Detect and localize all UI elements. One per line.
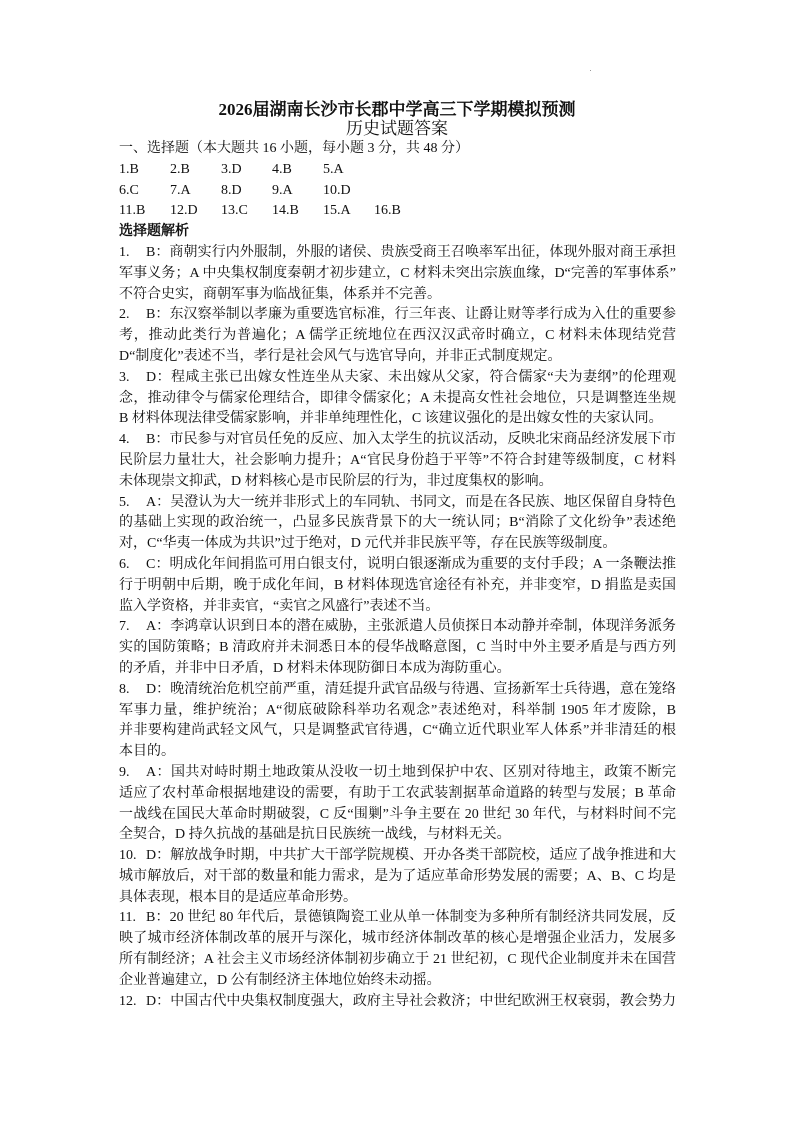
analysis-line: 未体现崇文抑武，D 材料核心是市民阶层的行为，非过度集权的影响。 bbox=[119, 473, 553, 489]
analysis-text: D：解放战争时期，中共扩大干部学院规模、开办各类干部院校，适应了战争推进和大 bbox=[146, 848, 676, 864]
analysis-text: B：市民参与对官员任免的反应、加入太学生的抗议活动，反映北宋商品经济发展下市 bbox=[146, 432, 676, 448]
answer-item: 11.B bbox=[119, 203, 146, 219]
analysis-line: 不符合史实，商朝军事为临战征集，体系并不完善。 bbox=[119, 286, 441, 302]
analysis-line: B 材料体现法律受儒家影响，并非单纯理性化，C 该建议强化的是出嫁女性的夫家认同。 bbox=[119, 411, 663, 427]
analysis-first-line bbox=[119, 992, 676, 1013]
analysis-text: A：李鸿章认识到日本的潜在威胁，主张派遣人员侦探日本动静并牵制，体现洋务派务 bbox=[146, 619, 676, 635]
analysis-item bbox=[119, 243, 676, 305]
item-number: 7. bbox=[119, 619, 130, 635]
analysis-item bbox=[119, 493, 676, 555]
item-number: 11. bbox=[119, 910, 136, 926]
analysis-first-line bbox=[119, 430, 676, 451]
analysis-text: B：东汉察举制以孝廉为重要选官标准，行三年丧、让爵让财等孝行成为入仕的重要参 bbox=[146, 307, 676, 323]
answer-item: 4.B bbox=[272, 161, 292, 177]
analysis-line: 城市解放后，对干部的数量和能力需求，是为了适应革命形势发展的需要；A、B、C 均是 bbox=[119, 868, 676, 884]
analysis-line: 民阶层力量壮大，社会影响力提升；A“官民身份趋于平等”不符合封建等级制度，C 材料 bbox=[119, 452, 676, 468]
analysis-text: B：商朝实行内外服制，外服的诸侯、贵族受商王召唤率军出征，体现外服对商王承担 bbox=[146, 244, 676, 260]
answer-item: 3.D bbox=[221, 161, 242, 177]
item-number: 5. bbox=[119, 494, 130, 510]
analysis-first-line bbox=[119, 305, 676, 326]
analysis-text: D：中国古代中央集权制度强大，政府主导社会救济；中世纪欧洲王权衰弱，教会势力 bbox=[146, 993, 676, 1009]
answer-item: 5.A bbox=[323, 161, 344, 177]
analysis-list bbox=[119, 243, 676, 1012]
analysis-item bbox=[119, 305, 676, 367]
document-subtitle: 历史试题答案 bbox=[346, 119, 448, 138]
document-title: 2026届湖南长沙市长郡中学高三下学期模拟预测 bbox=[218, 100, 576, 119]
item-number: 2. bbox=[119, 307, 130, 323]
analysis-first-line bbox=[119, 493, 676, 514]
analysis-text: D：晚清统治危机空前严重，清廷提升武官品级与待遇、宣扬新军士兵待遇，意在笼络 bbox=[146, 681, 676, 697]
answer-row bbox=[119, 181, 676, 202]
answer-row bbox=[119, 160, 676, 181]
answer-row bbox=[119, 201, 676, 222]
analysis-first-line bbox=[119, 555, 676, 576]
analysis-line: 军事义务；A 中央集权制度秦朝才初步建立，C 材料未突出宗族血缘，D“完善的军事体系” bbox=[119, 265, 676, 281]
analysis-item bbox=[119, 908, 676, 991]
analysis-item bbox=[119, 680, 676, 763]
analysis-line: 考，推动此类行为普遍化；A 儒学正统地位在西汉汉武帝时确立，C 材料未体现结党营 bbox=[119, 328, 676, 344]
analysis-item bbox=[119, 763, 676, 846]
analysis-item bbox=[119, 617, 676, 679]
analysis-line: 监入学资格，并非卖官，“卖官之风盛行”表述不当。 bbox=[119, 598, 440, 614]
analysis-text: D：程咸主张已出嫁女性连坐从夫家、未出嫁从父家，符合儒家“夫为妻纲”的伦理观 bbox=[146, 369, 676, 385]
item-number: 3. bbox=[119, 369, 130, 385]
analysis-text: C：明成化年间捐监可用白银支付，说明白银逐渐成为重要的支付手段；A 一条鞭法推 bbox=[146, 556, 676, 572]
item-number: 6. bbox=[119, 556, 130, 572]
analysis-line: 映了城市经济体制改革的展开与深化，城市经济体制改革的核心是增强企业活力，发展多 bbox=[119, 931, 676, 947]
answer-item: 9.A bbox=[272, 182, 293, 198]
analysis-first-line bbox=[119, 368, 676, 389]
analysis-first-line bbox=[119, 763, 676, 784]
analysis-first-line bbox=[119, 680, 676, 701]
answer-item: 6.C bbox=[119, 182, 139, 198]
analysis-line: 所有制经济；A 社会主义市场经济体制初步确立于 21 世纪初，C 现代企业制度并未在国营 bbox=[119, 952, 676, 968]
analysis-line: 具体表现，根本目的是适应革命形势。 bbox=[119, 889, 357, 905]
analysis-line: 企业普遍建立，D 公有制经济主体地位始终未动摇。 bbox=[119, 972, 441, 988]
analysis-first-line bbox=[119, 243, 676, 264]
analysis-line: 的矛盾，并非中日矛盾，D 材料未体现防御日本成为海防重心。 bbox=[119, 660, 511, 676]
item-number: 8. bbox=[119, 681, 130, 697]
analysis-item bbox=[119, 368, 676, 430]
analysis-line: 并非要构建尚武轻文风气，只是调整武官待遇，C“确立近代职业军人体系”并非清廷的根 bbox=[119, 723, 676, 739]
answer-item: 7.A bbox=[170, 182, 191, 198]
analysis-line: 的基础上实现的政治统一，凸显多民族背景下的大一统认同；B“消除了文化纷争”表述绝 bbox=[119, 515, 676, 531]
analysis-line: 行于明朝中后期，晚于成化年间，B 材料体现选官途径有补充，并非变窄，D 捐监是卖国 bbox=[119, 577, 676, 593]
analysis-line: 本目的。 bbox=[119, 744, 175, 760]
analysis-line: 对，C“华夷一体成为共识”过于绝对，D 元代并非民族平等，存在民族等级制度。 bbox=[119, 536, 617, 552]
analysis-first-line bbox=[119, 846, 676, 867]
answer-item: 2.B bbox=[170, 161, 190, 177]
answer-key bbox=[119, 160, 676, 222]
analysis-line: D“制度化”表述不当，孝行是社会风气与选官导向，并非正式制度规定。 bbox=[119, 348, 562, 364]
answer-item: 16.B bbox=[374, 203, 401, 219]
item-number: 10. bbox=[119, 848, 137, 864]
item-number: 1. bbox=[119, 244, 130, 260]
analysis-item bbox=[119, 846, 676, 908]
answer-item: 13.C bbox=[221, 203, 248, 219]
document-body bbox=[119, 139, 676, 1012]
page-mark bbox=[590, 70, 591, 71]
analysis-text: A：国共对峙时期土地政策从没收一切土地到保护中农、区别对待地主，政策不断完 bbox=[146, 764, 676, 780]
answer-item: 10.D bbox=[323, 182, 351, 198]
item-number: 4. bbox=[119, 432, 130, 448]
analysis-item bbox=[119, 992, 676, 1013]
analysis-first-line bbox=[119, 617, 676, 638]
analysis-heading: 选择题解析 bbox=[119, 224, 189, 240]
item-number: 9. bbox=[119, 764, 130, 780]
answer-item: 1.B bbox=[119, 161, 139, 177]
analysis-line: 全契合，D 持久抗战的基础是抗日民族统一战线，与材料无关。 bbox=[119, 827, 511, 843]
answer-item: 14.B bbox=[272, 203, 299, 219]
analysis-line: 军事力量，维护统治；A“彻底破除科举功名观念”表述绝对，科举制 1905 年才废除，B bbox=[119, 702, 676, 718]
analysis-item bbox=[119, 555, 676, 617]
analysis-line: 念，推动律令与儒家伦理结合，即律令儒家化；A 未提高女性社会地位，只是调整连坐规 bbox=[119, 390, 676, 406]
analysis-line: 实的国防策略；B 清政府并未洞悉日本的侵华战略意图，C 当时中外主要矛盾是与西方列 bbox=[119, 640, 676, 656]
answer-item: 15.A bbox=[323, 203, 351, 219]
analysis-line: 一战线在国民大革命时期破裂，C 反“围剿”斗争主要在 20 世纪 30 年代，与材料时间不完 bbox=[119, 806, 676, 822]
analysis-item bbox=[119, 430, 676, 492]
section-header: 一、选择题（本大题共 16 小题，每小题 3 分，共 48 分） bbox=[119, 141, 469, 156]
analysis-first-line bbox=[119, 908, 676, 929]
item-number: 12. bbox=[119, 993, 137, 1009]
answer-item: 12.D bbox=[170, 203, 198, 219]
analysis-text: A：吴澄认为大一统并非形式上的车同轨、书同文，而是在各民族、地区保留自身特色 bbox=[146, 494, 676, 510]
analysis-text: B：20 世纪 80 年代后，景德镇陶瓷工业从单一体制变为多种所有制经济共同发展，反 bbox=[146, 910, 676, 926]
analysis-line: 适应了农村革命根据地建设的需要，有助于工农武装割据革命道路的转型与发展；B 革命 bbox=[119, 785, 676, 801]
answer-item: 8.D bbox=[221, 182, 242, 198]
